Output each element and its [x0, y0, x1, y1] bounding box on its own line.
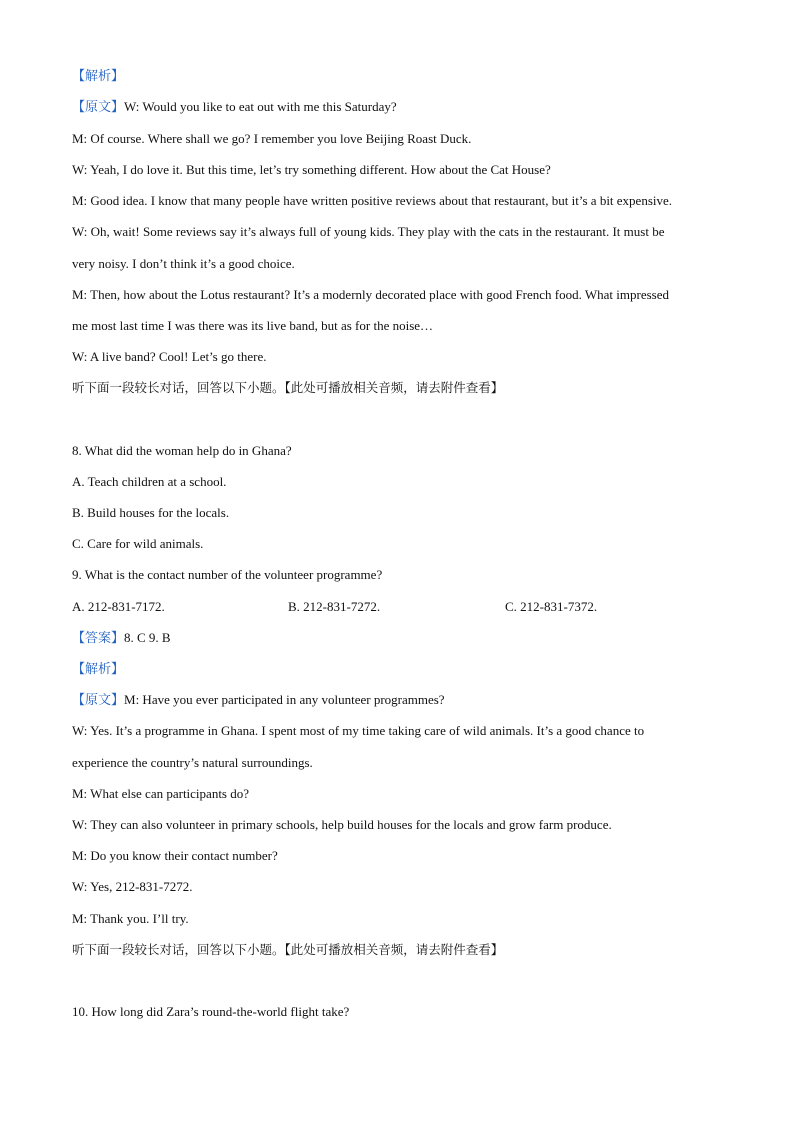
dialogue-line: W: Oh, wait! Some reviews say it’s always full of young kids. They play with the cats in the restaurant. It must be — [72, 224, 665, 239]
dialogue-line: W: Yeah, I do love it. But this time, let’s try something different. How about the Cat House? — [72, 162, 551, 177]
transcript-tag-1: 【原文】 — [72, 99, 125, 114]
dialogue-line: M: Then, how about the Lotus restaurant? It’s a modernly decorated place with good French food. What impressed — [72, 287, 669, 302]
dialogue-line: W: Yes, 212-831-7272. — [72, 879, 193, 894]
transcript-tag-2: 【原文】 — [72, 692, 125, 707]
dialogue-line: M: Have you ever participated in any volunteer programmes? — [124, 692, 445, 707]
dialogue-line: M: Of course. Where shall we go? I remember you love Beijing Roast Duck. — [72, 131, 472, 146]
q8-option-b: B. Build houses for the locals. — [72, 505, 230, 520]
dialogue-line: M: Thank you. I’ll try. — [72, 911, 189, 926]
question-10: 10. How long did Zara’s round-the-world flight take? — [72, 1004, 350, 1019]
answer-tag: 【答案】 — [72, 630, 125, 645]
answer-line — [72, 630, 171, 646]
analysis-heading-1: 【解析】 — [72, 68, 125, 83]
listening-instruction-1: 听下面一段较长对话，回答以下小题。【此处可播放相关音频，请去附件查看】 — [72, 380, 504, 395]
question-8: 8. What did the woman help do in Ghana? — [72, 443, 292, 458]
dialogue-line: W: They can also volunteer in primary schools, help build houses for the locals and grow farm produce. — [72, 817, 612, 832]
q8-option-c: C. Care for wild animals. — [72, 536, 204, 551]
q9-option-a: A. 212-831-7172. — [72, 599, 165, 614]
q8-option-a: A. Teach children at a school. — [72, 474, 227, 489]
transcript-line-1 — [72, 99, 397, 115]
answer-text: 8. C 9. B — [124, 630, 171, 645]
dialogue-line: very noisy. I don’t think it’s a good choice. — [72, 256, 295, 271]
dialogue-line: M: Good idea. I know that many people have written positive reviews about that restaurant, but it’s a bit expensive. — [72, 193, 673, 208]
question-9: 9. What is the contact number of the volunteer programme? — [72, 567, 383, 582]
dialogue-line: W: Yes. It’s a programme in Ghana. I spent most of my time taking care of wild animals. It’s a good chance to — [72, 723, 645, 738]
analysis-heading-2: 【解析】 — [72, 661, 125, 676]
dialogue-line: W: A live band? Cool! Let’s go there. — [72, 349, 267, 364]
dialogue-line: me most last time I was there was its live band, but as for the noise… — [72, 318, 434, 333]
transcript-line-2 — [72, 692, 445, 708]
q9-option-c: C. 212-831-7372. — [505, 599, 598, 614]
listening-instruction-2: 听下面一段较长对话，回答以下小题。【此处可播放相关音频，请去附件查看】 — [72, 942, 504, 957]
dialogue-line: W: Would you like to eat out with me this Saturday? — [124, 99, 397, 114]
dialogue-line: M: Do you know their contact number? — [72, 848, 278, 863]
q9-option-b: B. 212-831-7272. — [288, 599, 381, 614]
dialogue-line: experience the country’s natural surroundings. — [72, 755, 313, 770]
dialogue-line: M: What else can participants do? — [72, 786, 250, 801]
